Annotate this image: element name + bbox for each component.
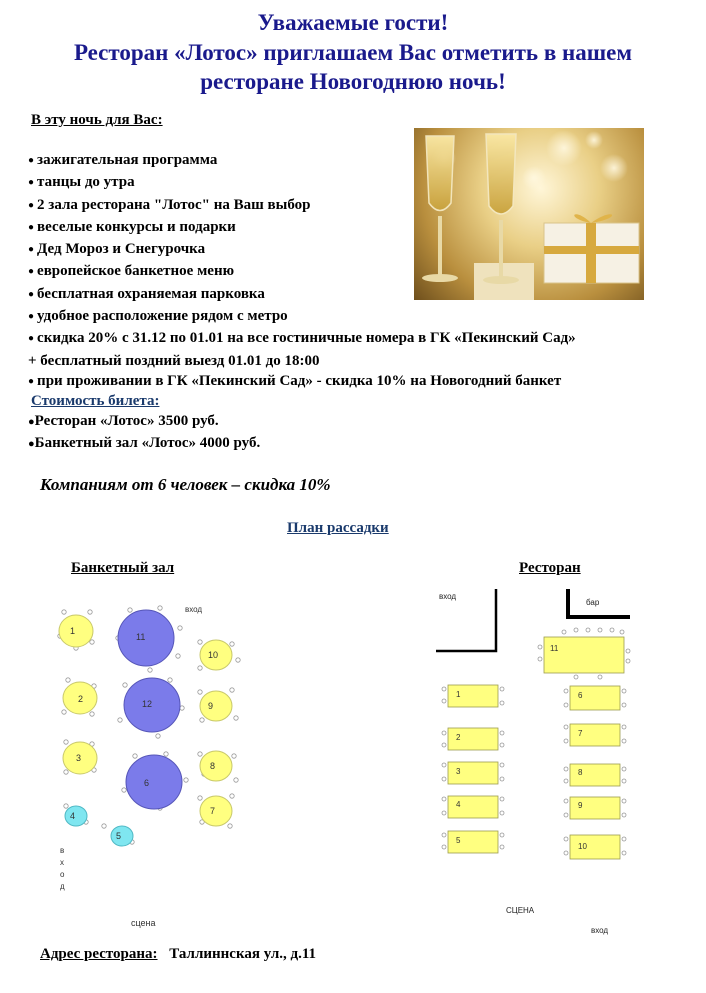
banquet-table-6-label: 6: [144, 778, 150, 788]
restaurant-entrance-bottom: вход: [591, 926, 609, 935]
address: [40, 946, 316, 963]
banquet-table-4-label: 4: [70, 811, 76, 821]
list-item: ● европейское банкетное меню: [28, 263, 235, 280]
restaurant-table-7-label: 7: [578, 729, 583, 738]
restaurant-table-10-label: 10: [578, 842, 587, 851]
list-item: ● при проживании в ГК «Пекинский Сад» - скидка 10% на Новогодний банкет: [28, 372, 562, 389]
list-item: ● веселые конкурсы и подарки: [28, 218, 236, 235]
banquet-table-5: [111, 826, 133, 846]
banquet-table-4: [65, 806, 87, 826]
restaurant-table-4-label: 4: [456, 800, 461, 809]
header-line-2: Ресторан «Лотос» приглашаем Вас отметить в нашем: [73, 40, 633, 65]
banquet-table-11: [118, 610, 174, 666]
price-restaurant: ●Ресторан «Лотос» 3500 руб.: [28, 413, 219, 429]
banquet-entrance-side: в х о д: [60, 846, 65, 891]
restaurant-title: Ресторан: [519, 560, 581, 576]
banquet-table-8-label: 8: [210, 761, 216, 771]
restaurant-table-2-label: 2: [456, 733, 461, 742]
restaurant-table-5-label: 5: [456, 836, 461, 845]
address-label: Адрес ресторана:: [40, 946, 158, 962]
restaurant-table-9-label: 9: [578, 801, 583, 810]
banquet-table-7-label: 7: [210, 806, 216, 816]
banquet-hall-plan: [40, 590, 300, 940]
restaurant-stage: СЦЕНА: [506, 906, 535, 915]
banquet-table-12-label: 12: [142, 699, 153, 709]
price-banquet: ●Банкетный зал «Лотос» 4000 руб.: [28, 435, 261, 451]
banquet-table-1-label: 1: [70, 626, 76, 636]
banquet-table-7: [200, 796, 232, 826]
restaurant-table-3-label: 3: [456, 767, 461, 776]
seating-plan-title: План рассадки: [287, 520, 389, 536]
banquet-table-3-label: 3: [76, 753, 82, 763]
offer-heading: В эту ночь для Вас:: [31, 112, 163, 128]
banquet-stage: сцена: [131, 918, 156, 928]
restaurant-entrance-top: вход: [439, 592, 457, 601]
banquet-table-11-label: 11: [136, 632, 146, 642]
banquet-hall-title: Банкетный зал: [71, 560, 175, 576]
banquet-entrance-top: вход: [185, 605, 203, 614]
list-item: ● удобное расположение рядом с метро: [28, 308, 288, 325]
list-item: ● скидка 20% с 31.12 по 01.01 на все гостиничные номера в ГК «Пекинский Сад»: [28, 330, 576, 347]
restaurant-bar-label: бар: [586, 598, 600, 607]
restaurant-table-1-label: 1: [456, 690, 461, 699]
list-extra-line: + бесплатный поздний выезд 01.01 до 18:00: [28, 352, 320, 369]
offer-list: [28, 150, 576, 393]
address-value: Таллиннская ул., д.11: [169, 946, 317, 962]
restaurant-table-8-label: 8: [578, 768, 583, 777]
restaurant-table-11: [544, 637, 624, 673]
banquet-table-2-label: 2: [78, 694, 84, 704]
banquet-table-10-label: 10: [208, 650, 219, 660]
banquet-table-9: [200, 691, 232, 721]
list-item: ● зажигательная программа: [28, 152, 218, 168]
header-line-3: ресторане Новогоднюю ночь!: [200, 69, 506, 94]
banquet-table-5-label: 5: [116, 831, 122, 841]
restaurant-table-6-label: 6: [578, 691, 583, 700]
list-item: ● бесплатная охраняемая парковка: [28, 285, 265, 302]
restaurant-plan: [436, 585, 646, 885]
banquet-table-8: [200, 751, 232, 781]
list-item: ● 2 зала ресторана "Лотос" на Ваш выбор: [28, 196, 311, 213]
restaurant-table-11-label: 11: [550, 644, 559, 653]
banquet-table-1: [59, 615, 93, 647]
prices-heading: Стоимость билета:: [31, 393, 160, 409]
group-discount: Компаниям от 6 человек – скидка 10%: [40, 475, 331, 494]
list-item: ● Дед Мороз и Снегурочка: [28, 241, 206, 258]
banquet-table-9-label: 9: [208, 701, 214, 711]
list-item: ● танцы до утра: [28, 174, 135, 191]
banquet-table-6: [126, 755, 182, 809]
header-line-1: Уважаемые гости!: [257, 10, 449, 35]
